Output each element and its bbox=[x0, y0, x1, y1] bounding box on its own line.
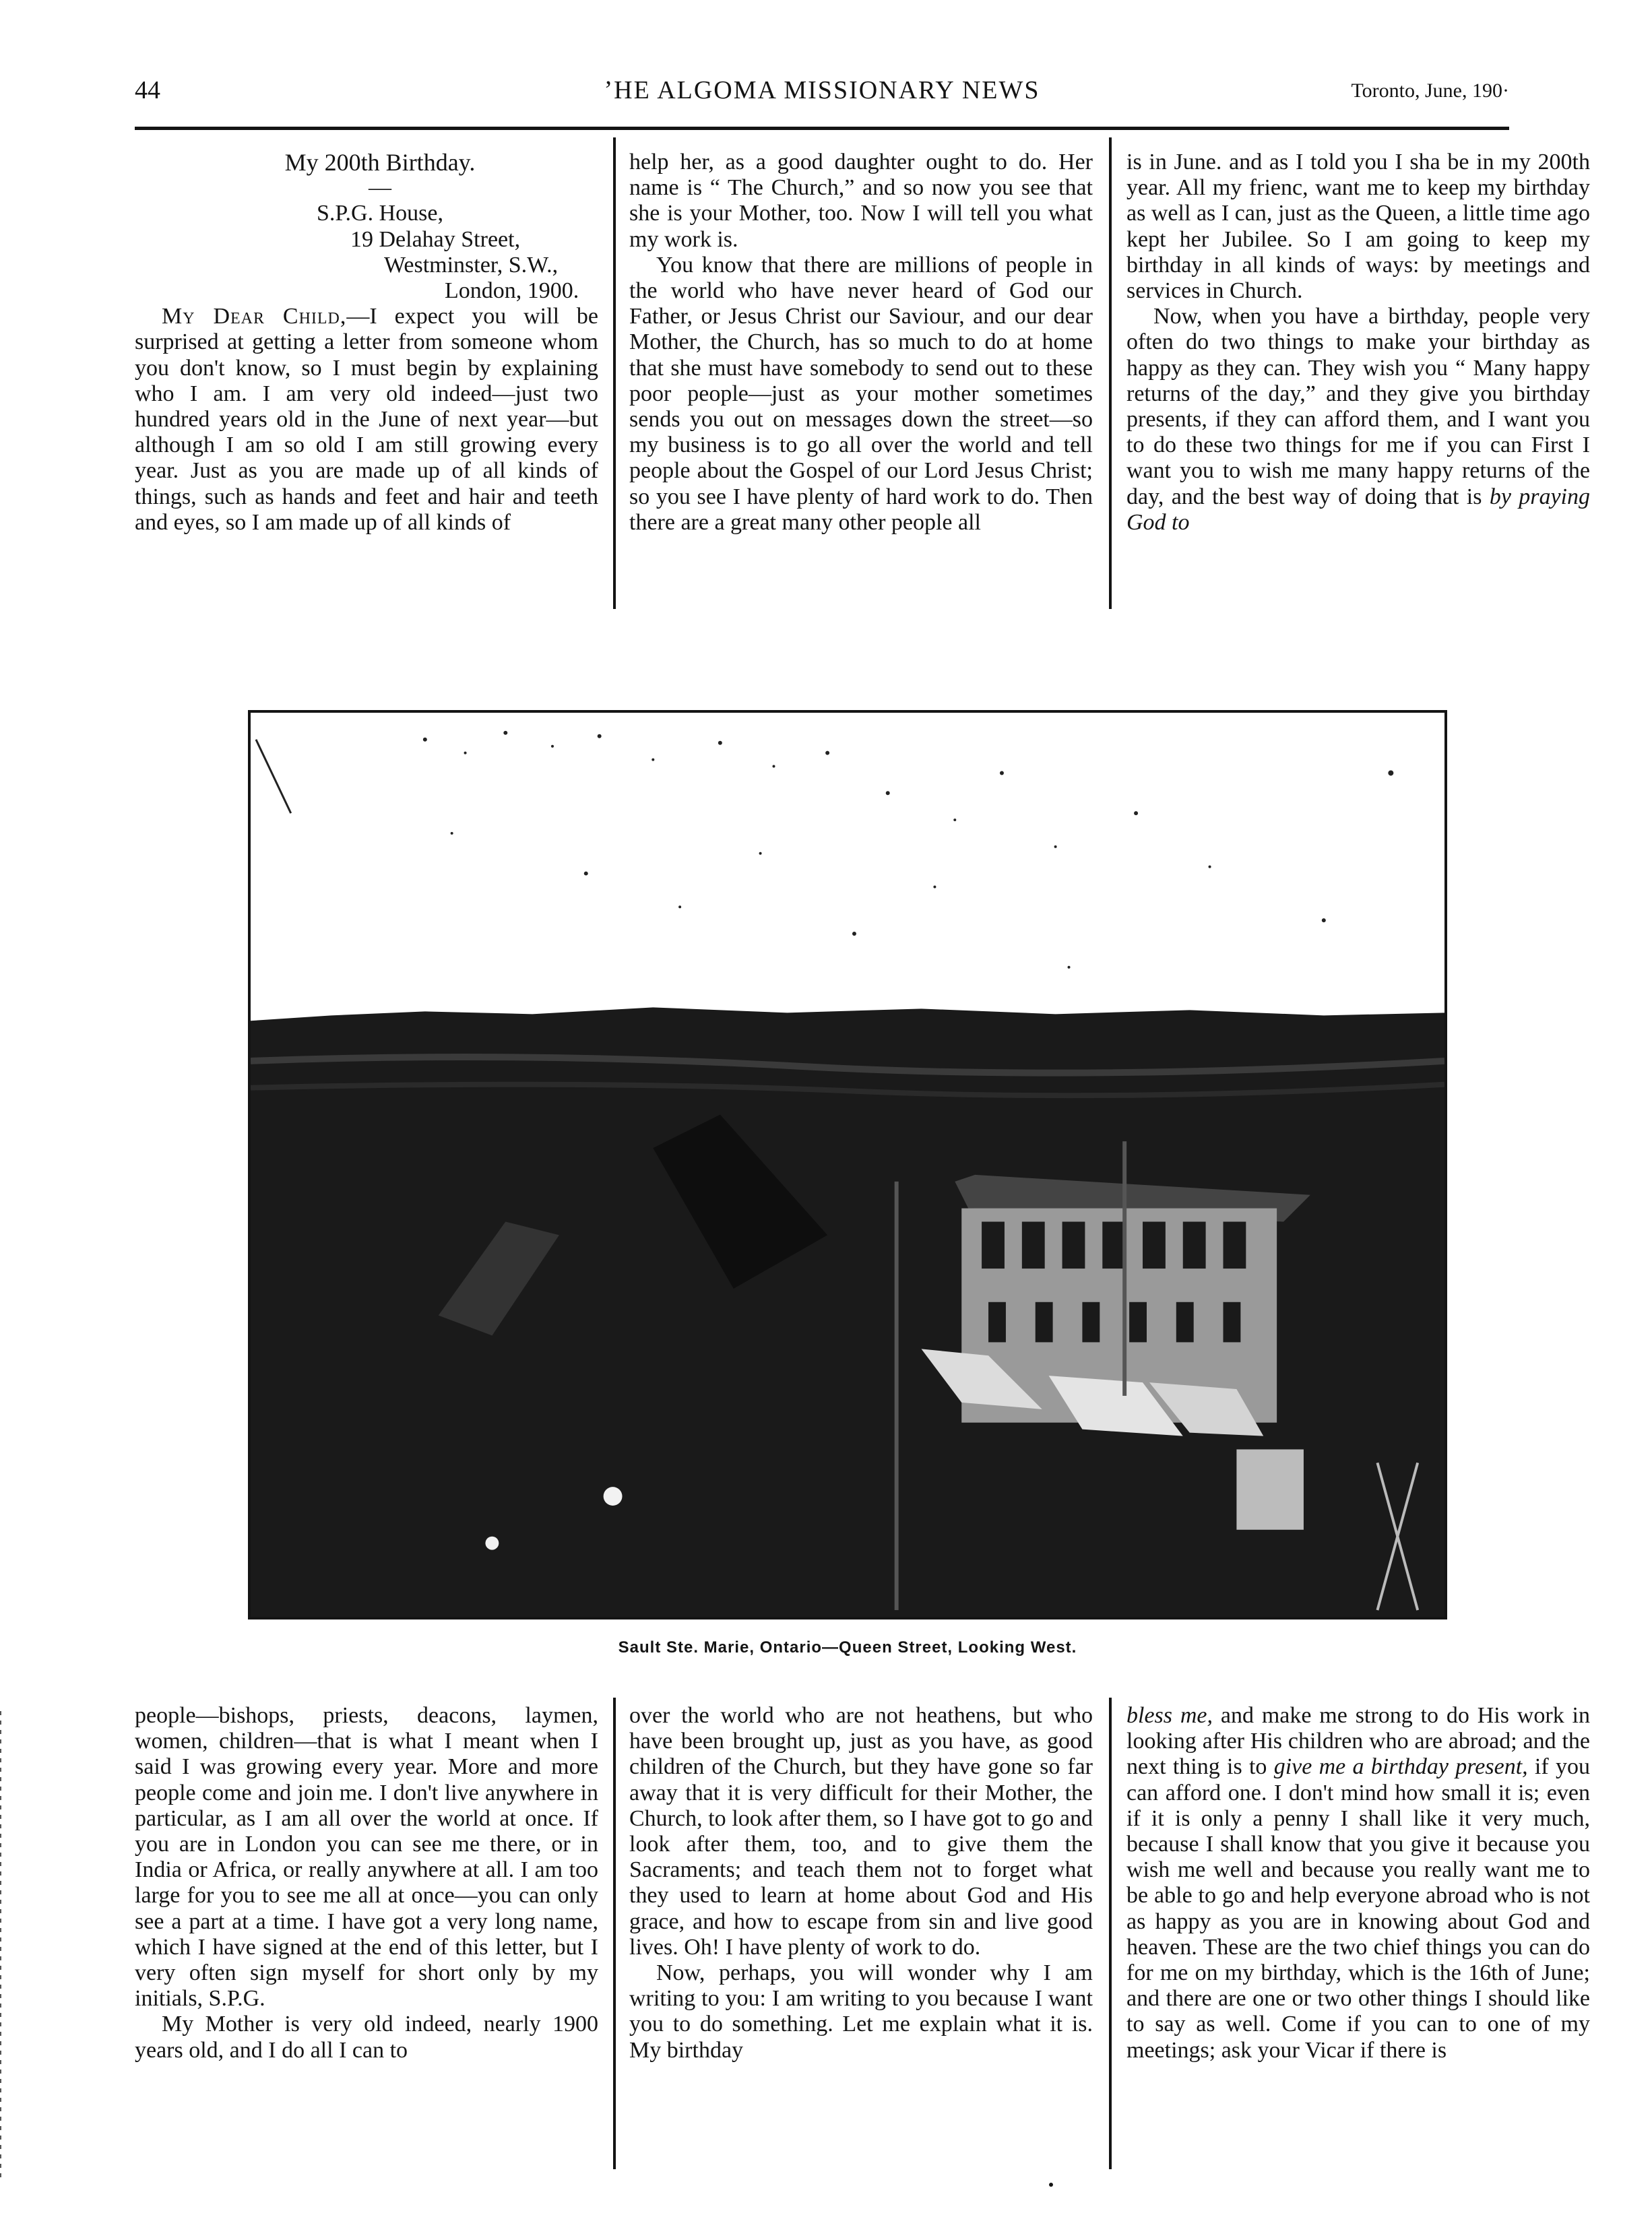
bottom-col2-para-2: Now, perhaps, you will wonder why I am writing to you: I am writing to you because I want you to do something. Let me explain what it is. My birthday bbox=[629, 1960, 1093, 2063]
bottom-column-1 bbox=[135, 1703, 598, 2063]
top-column-3 bbox=[1126, 150, 1590, 536]
bottom-col1-para-2: My Mother is very old indeed, nearly 1900 years old, and I do all I can to bbox=[135, 2012, 598, 2063]
bottom-col3-text-1: and make me strong to do His work in looking after His children who are abroad; and the next thing is to bbox=[1126, 1703, 1590, 1780]
address-line-2: 19 Delahay Street, bbox=[350, 226, 521, 252]
photo-caption: Sault Ste. Marie, Ontario—Queen Street, Looking West. bbox=[618, 1638, 1077, 1657]
letter-opening bbox=[135, 304, 598, 536]
article-title: My 200th Birthday. bbox=[284, 149, 476, 176]
header-rule bbox=[135, 127, 1509, 130]
bottom-column-2 bbox=[629, 1703, 1093, 2063]
bottom-col3-para-1 bbox=[1126, 1703, 1590, 2063]
column-divider bbox=[1109, 1698, 1112, 2169]
bottom-col3-italic-1: bless me, bbox=[1126, 1703, 1213, 1728]
title-dash: — bbox=[369, 175, 391, 201]
address-line-3: Westminster, S.W., bbox=[384, 252, 559, 278]
bottom-column-3 bbox=[1126, 1703, 1590, 2063]
column-divider bbox=[613, 1698, 616, 2169]
issue-date: Toronto, June, 190· bbox=[1351, 79, 1509, 102]
bottom-col1-para-1: people—bishops, priests, deacons, laymen, women, children—that is what I meant when I said I was growing every year. More and more people come and join me. I don't live anywhere in particular, as I am all over the world at once. If you are in London you can see me there, or in India or Africa, or really anywhere at all. I am too large for you to see me all at once—you can only see a part at a time. I have got a very long name, which I have signed at the end of this letter, but I very often sign myself for short only by my initials, S.P.G. bbox=[135, 1703, 598, 2012]
top-column-2 bbox=[629, 150, 1093, 536]
publication-title: ʼHE ALGOMA MISSIONARY NEWS bbox=[604, 76, 1040, 104]
street-photograph bbox=[248, 710, 1447, 1619]
top-col3-italic: by praying God to bbox=[1126, 484, 1590, 535]
page-number: 44 bbox=[135, 76, 160, 104]
top-col3-para-2-text: Now, when you have a birthday, people very often do two things to make your birthday as happy as they can. They wish you “ Many happy returns of the day,” and they give you birthday presents, if they can afford them, and I want you to do these two things for me if you can First I want you to wish me many happy returns of the day, and the best way of doing that is bbox=[1126, 304, 1590, 509]
top-column-1 bbox=[135, 150, 598, 536]
bottom-col3-text-2: if you can afford one. I don't mind how small it is; even if it is only a penny I shall like it very much, because I shall know that you give it because you wish me well and because you really want me to be able to go and help everyone abroad who is not as happy as you are in knowing about God and heaven. These are the two chief things you can do for me on my birthday, which is the 16th of June; and there are one or two other things I should like to say as well. Come if you can to one of my meetings; ask your Vicar if there is bbox=[1126, 1754, 1590, 2063]
address-line-4: London, 1900. bbox=[445, 278, 579, 304]
bottom-col2-para-1: over the world who are not heathens, but who have been brought up, just as you have, as good children of the Church, but they have gone so far away that it is very difficult for their Mother, the Church, to look after them, so I have got to go and look after them, too, and to give them the Sacraments; and teach them not to forget what they used to learn at home about God and His grace, and how to escape from sin and live good lives. Oh! I have plenty of work to do. bbox=[629, 1703, 1093, 1960]
top-col1-text: —I expect you will be surprised at getting a letter from someone whom you don't know, so I must begin by explaining who I am. I am very old indeed—just two hundred years old in the June of next year—but although I am so old I am still growing every year. Just as you are made up of all kinds of things, such as hands and feet and hair and teeth and eyes, so I am made up of all kinds of bbox=[135, 304, 598, 535]
salutation: My Dear Child, bbox=[162, 304, 347, 329]
bottom-col3-italic-2: give me a birthday present, bbox=[1273, 1754, 1528, 1780]
scan-edge bbox=[0, 1711, 1, 2183]
column-divider bbox=[1109, 137, 1112, 609]
address-line-1: S.P.G. House, bbox=[317, 201, 443, 226]
top-col2-para-1: help her, as a good daughter ought to do. Her name is “ The Church,” and so now you see that she is your Mother, too. Now I will tell you what my work is. bbox=[629, 150, 1093, 252]
top-col2-para-2: You know that there are millions of people in the world who have never heard of God our Father, or Jesus Christ our Saviour, and our dear Mother, the Church, has so much to do at home that she must have somebody to send out to these poor people—just as your mother sometimes sends you out on messages down the street—so my business is to go all over the world and tell people about the Gospel of our Lord Jesus Christ; so you see I have plenty of hard work to do. Then there are a great many other people all bbox=[629, 252, 1093, 535]
photo-image bbox=[251, 713, 1444, 1617]
page-header bbox=[135, 75, 1509, 116]
top-col3-para-1: is in June. and as I told you I sha be in my 200th year. All my frienc, want me to keep my birthday as well as I can, just as the Queen, a little time ago kept her Jubilee. So I am going to keep my birthday in all kinds of ways: by meetings and services in Church. bbox=[1126, 150, 1590, 304]
column-divider bbox=[613, 137, 616, 609]
page-mark bbox=[1049, 2183, 1053, 2187]
top-col3-para-2 bbox=[1126, 304, 1590, 536]
